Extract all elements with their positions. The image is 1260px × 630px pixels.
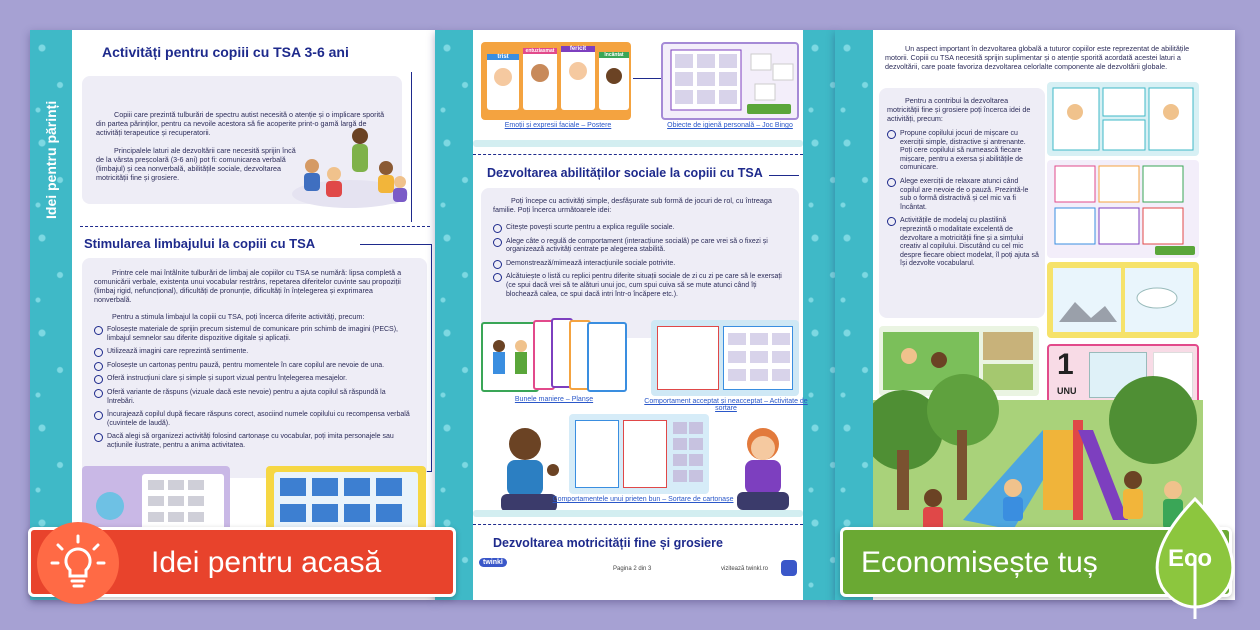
home-ideas-banner [28,527,456,597]
social-intro: Poți începe cu activități simple, desfășurate sub formă de jocuri de rol, cu întreaga familie. Poți încerca următoarele idei: [493,196,772,214]
intro-paragraph-1: Copiii care prezintă tulburări de spectru autist necesită o atenție și o implicare sporită din partea părinților, pentru ca nevoile acestora să fie acoperite print-o gamă largă de activități terapeutice și recuperatorii. [96,110,385,137]
social-section-title: Dezvoltarea abilităților sociale la copiii cu TSA [487,166,763,180]
emotion-card-happy [561,46,595,110]
divider-bar [473,510,803,517]
emotion-label: trist [487,54,519,60]
social-section-box [481,188,799,338]
emotion-label: fericit [561,46,595,52]
left-page [30,30,435,600]
behavior-sorting-thumbnail [651,320,799,396]
caption-emotions[interactable]: Emoții și expresii faciale – Postere [504,122,612,129]
list-item: Dacă alegi să organizezi activități folosind cartonașe cu vocabular, poți imita personajele sau acțiunile ilustrate, pentru a anima activitatea. [94,433,414,450]
list-item: Încurajează copilul după fiecare răspuns corect, asociind numele copilului cu recompensa verbală (cuvintele de laudă). [94,411,414,428]
divider-bar [473,140,803,147]
middle-page-content [473,30,808,600]
section-divider [473,154,803,155]
list-item: Propune copilului jocuri de mișcare cu exerciții simple, distractive și antrenante. Poți cere copilului să numească fiecare mișcare, pentru a exersa și abilitățile de comunicare. [887,130,1039,173]
section-box [82,258,427,478]
save-ink-title: Economisește tuș [861,546,1098,579]
page-number: Pagina 2 din 3 [613,566,652,572]
motor-bullet-list [887,130,1039,274]
list-item: Folosește un cartonaș pentru pauză, pentru momentele în care copilul are nevoie de una. [94,362,414,371]
list-item: Alege exerciții de relaxare atunci când copilul are nevoie de o pauză. Prezintă-le sub o formă distractivă și cel mic va fi încântat. [887,178,1039,212]
emotion-label: entuziasmat [523,48,557,54]
caption-friend[interactable]: Comportamentele unui prieten bun – Sortare de cartonașe [552,496,734,503]
list-item: Alege câte o regulă de comportament (interacțiune socială) pe care vrei să o fixezi și organizează activități centrate pe alegerea stabilită. [493,238,789,255]
title-line [769,175,799,176]
side-label: Idei pentru părinți [43,100,59,220]
section-paragraph-2: Pentru a stimula limbajul la copiii cu TSA, poți încerca diferite activități, precum: [112,312,365,321]
motor-lead: Pentru a contribui la dezvoltarea motricității fine și grosiere poți încerca idei de activități, precum: [887,96,1031,123]
manners-posters-thumbnail [481,318,631,394]
section-title: Stimularea limbajului la copiii cu TSA [84,236,316,251]
hygiene-bingo-thumbnail [661,42,799,120]
section-divider [80,226,430,227]
list-item: Citește povești scurte pentru a explica regulile sociale. [493,224,789,233]
section-paragraph-1: Printre cele mai întâlnite tulburări de limbaj ale copiilor cu TSA se numără: lipsa completă a comunicării verbale, existența unui vocabular restrâns, repetarea diferitelor cuvinte sau propoziții (limbaj rigid, nefuncțional), dificultăți de pronunție, dificultăți în înțelegerea și exprimarea nonverbală. [94,268,402,304]
list-item: Oferă variante de răspuns (vizuale dacă este nevoie) pentru a ajuta copilul să răspundă la întrebări. [94,389,414,406]
connector-line [633,78,663,79]
boy-illustration-left [491,422,571,522]
motor-intro: Un aspect important în dezvoltarea globală a tuturor copiilor este reprezentat de abilitățile motorii. Copiii cu TSA necesită sprijin suplimentar și o atenție sporită acordată acestei laturi a dezvoltării, care poate favoriza dezvoltarea celorlalte componente ale dezvoltării globale. [885,44,1190,71]
list-item: Folosește materiale de sprijin precum sistemul de comunicare prin schimb de imagini (PECS), limbajul semnelor sau diferite dispozitive digitale și aplicații. [94,326,414,343]
middle-page [435,30,835,600]
lightbulb-icon [37,522,119,604]
children-circle-illustration [290,122,410,212]
emotion-card-delighted [599,52,629,110]
list-item: Demonstrează/mimează interacțiunile sociale potrivite. [493,260,789,269]
star-band-middle-right [803,30,835,600]
twinkl-logo-small [781,560,797,576]
motor-activities-box [879,88,1045,318]
home-ideas-title: Idei pentru acasă [151,546,382,579]
emotion-label: încântat [599,52,629,58]
emotion-card-sad [487,54,519,110]
language-bullet-list [94,326,414,456]
star-band-left [30,30,72,600]
intro-paragraph-2: Principalele laturi ale dezvoltării care necesită sprijin încă de la vârsta preșcolară (3-6 ani) pot fi: comunicarea verbală (limbajul) și cea nonverbală, abilitățile sociale, dezvoltarea motricității fine și grosiere. [96,146,296,182]
playdough-mats-thumbnail [1047,262,1199,338]
star-band-right [835,30,873,600]
page-title: Activități pentru copiii cu TSA 3-6 ani [102,44,349,60]
movement-cards-thumbnail [1047,82,1199,156]
emotion-posters-thumbnail [481,42,631,120]
caption-manners[interactable]: Bunele maniere – Planșe [514,396,594,403]
list-item: Oferă instrucțiuni clare și simple și suport vizual pentru înțelegerea mesajelor. [94,375,414,384]
section-divider [473,524,803,525]
caption-behavior[interactable]: Comportament acceptat și neacceptat – Activitate de sortare [644,398,808,412]
star-band-middle-left [435,30,473,600]
caption-hygiene[interactable]: Obiecte de igienă personală – Joc Bingo [667,122,793,129]
list-item: Alcătuiește o listă cu replici pentru diferite situații sociale de zi cu zi pe care să le exersați (ce spui dacă vrei să te alături unui joc, cum spui cuiva să se mute atunci când îți blochează calea, ce spui dacă intri într-o încăpere etc.). [493,273,789,299]
relaxation-cards-thumbnail [1047,160,1199,258]
twinkl-logo: twinkl [479,558,507,567]
list-item: Activitățile de modelaj cu plastilină reprezintă o modalitate excelentă de dezvoltare a motricității fine și a simțului creativ al copilului. Discutând cu cel mic despre fiecare obiect modelat, îl poți ajuta să își dezvolte vocabularul. [887,217,1039,269]
counting-number: 1 [1057,348,1074,381]
social-bullet-list [493,224,789,304]
footer-url: vizitează twinkl.ro [721,566,769,572]
emotion-card-excited [523,48,557,110]
eco-label: Eco [1167,545,1212,572]
boy-illustration-right [723,422,803,522]
counting-word: UNU [1057,386,1077,396]
friend-sorting-thumbnail [569,414,709,494]
motor-section-title: Dezvoltarea motricității fine și grosiere [493,536,723,550]
list-item: Utilizează imagini care reprezintă sentimente. [94,348,414,357]
